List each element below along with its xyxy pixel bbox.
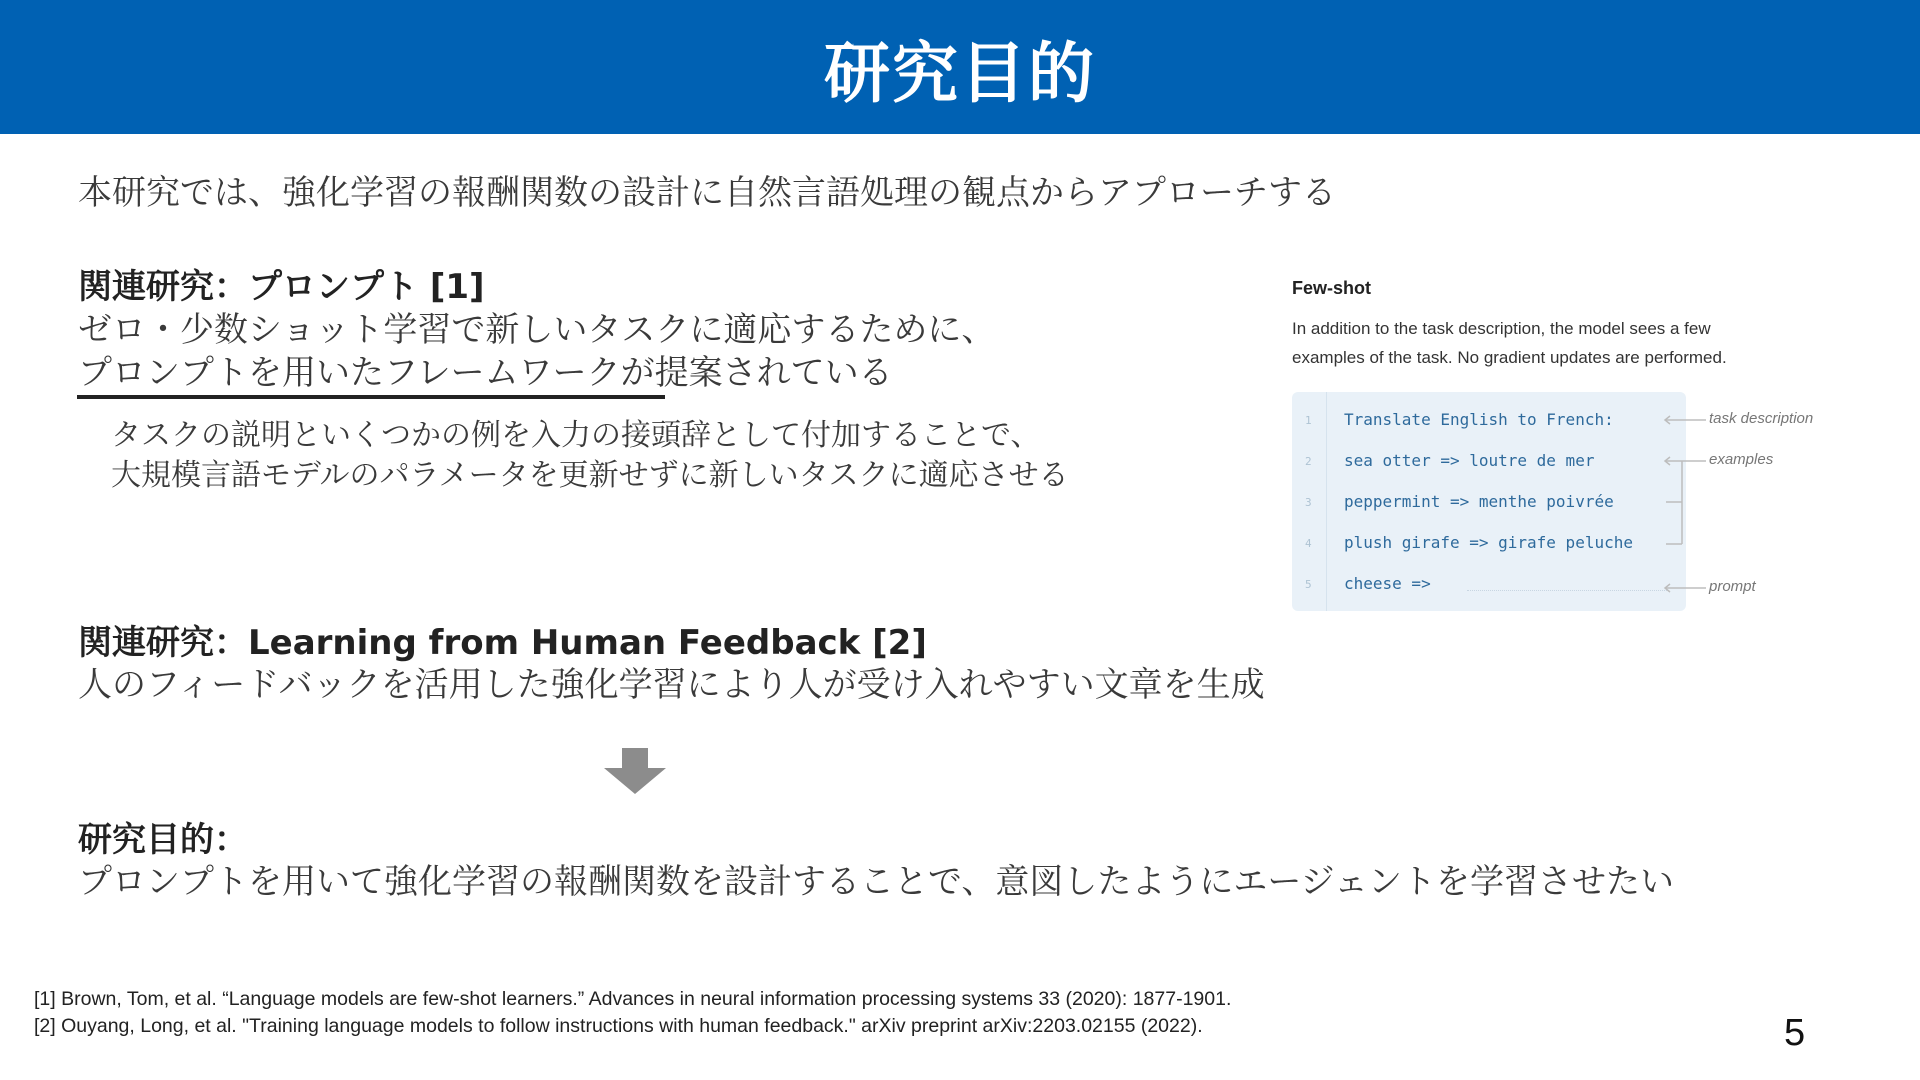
section-goal-line1: プロンプトを用いて強化学習の報酬関数を設計することで、意図したようにエージェントを学習させたい xyxy=(78,862,1674,902)
code-line-task: Translate English to French: xyxy=(1344,410,1614,429)
line-number: 2 xyxy=(1305,455,1312,468)
line-number: 3 xyxy=(1305,496,1312,509)
section-rlhf-line1: 人のフィードバックを活用した強化学習により人が受け入れやすい文章を生成 xyxy=(78,665,1265,705)
line-number: 4 xyxy=(1305,537,1312,550)
section-prompt-sub1: タスクの説明といくつかの例を入力の接頭辞として付加することで、 xyxy=(111,418,1041,453)
code-line-example: plush girafe => girafe peluche xyxy=(1344,533,1633,552)
figure-title: Few-shot xyxy=(1292,278,1371,298)
label-examples: examples xyxy=(1709,451,1774,468)
prompt-dotted-line xyxy=(1467,590,1667,591)
figure-desc-line1: In addition to the task description, the model sees a few xyxy=(1292,319,1711,338)
intro-text: 本研究では、強化学習の報酬関数の設計に自然言語処理の観点からアプローチする xyxy=(78,173,1336,213)
code-line-example: sea otter => loutre de mer xyxy=(1344,451,1595,470)
code-example-box xyxy=(1292,392,1686,611)
figure-connector-arrows xyxy=(1660,400,1710,600)
down-arrow-icon xyxy=(604,748,666,794)
section-prompt-heading: 関連研究：プロンプト [1] xyxy=(78,267,485,307)
label-prompt: prompt xyxy=(1709,578,1756,595)
reference-2: [2] Ouyang, Long, et al. "Training language models to follow instructions with human feedback." arXiv preprint arXiv:2203.02155 (2022). xyxy=(34,1015,1203,1037)
figure-description xyxy=(1292,314,1727,372)
label-task-description: task description xyxy=(1709,410,1814,427)
code-line-prompt: cheese => xyxy=(1344,574,1431,593)
reference-1: [1] Brown, Tom, et al. “Language models are few-shot learners.” Advances in neural information processing systems 33 (2020): 1877-1901. xyxy=(34,988,1232,1010)
section-goal-heading: 研究目的： xyxy=(78,820,248,860)
section-prompt-sub2: 大規模言語モデルのパラメータを更新せずに新しいタスクに適応させる xyxy=(111,458,1069,493)
section-rlhf-heading: 関連研究：Learning from Human Feedback [2] xyxy=(78,623,927,663)
code-line-example: peppermint => menthe poivrée xyxy=(1344,492,1614,511)
line-number: 1 xyxy=(1305,414,1312,427)
title-bar xyxy=(0,0,1920,134)
figure-desc-line2: examples of the task. No gradient updates are performed. xyxy=(1292,348,1727,367)
section-prompt-line1: ゼロ・少数ショット学習で新しいタスクに適応するために、 xyxy=(78,310,996,350)
slide-title: 研究目的 xyxy=(824,34,1096,112)
section-divider xyxy=(77,395,665,399)
line-number: 5 xyxy=(1305,578,1312,591)
page-number: 5 xyxy=(1784,1012,1806,1054)
section-prompt-line2: プロンプトを用いたフレームワークが提案されている xyxy=(78,353,893,393)
